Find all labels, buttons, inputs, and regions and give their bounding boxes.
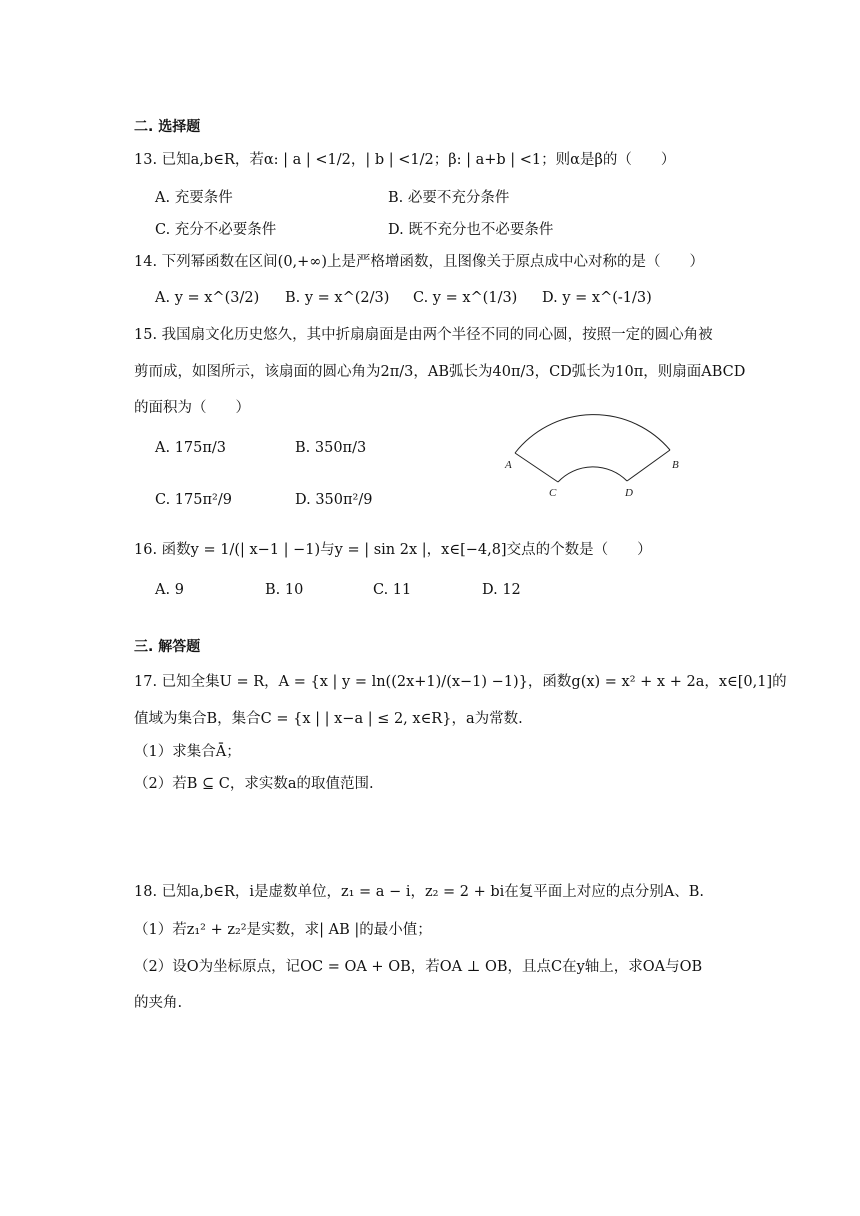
q16-stem: 16. 函数y = 1/(| x−1 | −1)与y = | sin 2x |，x∈[−4,8]交点的个数是（ ） bbox=[134, 542, 652, 558]
q18-part2-line2: 的夹角. bbox=[134, 995, 183, 1011]
q13-option-d: D. 既不充分也不必要条件 bbox=[388, 222, 554, 238]
q17-stem-line1: 17. 已知全集U = R，A = {x | y = ln((2x+1)/(x−1) −1)}，函数g(x) = x² + x + 2a，x∈[0,1]的 bbox=[134, 674, 787, 690]
label-a: A bbox=[505, 459, 512, 471]
q14-stem: 14. 下列幂函数在区间(0,+∞)上是严格增函数，且图像关于原点成中心对称的是（ ） bbox=[134, 254, 705, 270]
q18-part2-line1: （2）设O为坐标原点，记OC = OA + OB，若OA ⊥ OB，且点C在y轴上，求OA与OB bbox=[134, 959, 703, 975]
section-heading-answer: 三. 解答题 bbox=[134, 639, 201, 655]
fan-figure bbox=[495, 405, 695, 505]
edge-bd bbox=[627, 450, 670, 481]
q18-stem: 18. 已知a,b∈R，i是虚数单位，z₁ = a − i，z₂ = 2 + bi在复平面上对应的点分别A、B. bbox=[134, 884, 705, 900]
q13-option-a: A. 充要条件 bbox=[155, 190, 233, 206]
section-heading-choice: 二. 选择题 bbox=[134, 119, 201, 135]
q15-stem-line1: 15. 我国扇文化历史悠久，其中折扇扇面是由两个半径不同的同心圆，按照一定的圆心角被 bbox=[134, 327, 713, 343]
label-d: D bbox=[625, 487, 633, 499]
q15-option-d: D. 350π²/9 bbox=[295, 492, 373, 508]
q16-option-c: C. 11 bbox=[373, 582, 412, 598]
q14-option-a: A. y = x^(3/2) bbox=[155, 290, 260, 306]
label-c: C bbox=[549, 487, 557, 499]
edge-ac bbox=[515, 453, 558, 482]
q16-option-d: D. 12 bbox=[482, 582, 521, 598]
q14-option-b: B. y = x^(2/3) bbox=[285, 290, 390, 306]
q18-part1: （1）若z₁² + z₂²是实数，求| AB |的最小值； bbox=[134, 922, 432, 938]
q15-option-b: B. 350π/3 bbox=[295, 440, 367, 456]
q14-option-c: C. y = x^(1/3) bbox=[413, 290, 518, 306]
q14-option-d: D. y = x^(-1/3) bbox=[542, 290, 652, 306]
q16-option-a: A. 9 bbox=[155, 582, 184, 598]
q13-option-b: B. 必要不充分条件 bbox=[388, 190, 510, 206]
q17-part2: （2）若B ⊆ C，求实数a的取值范围. bbox=[134, 776, 374, 792]
q15-option-a: A. 175π/3 bbox=[155, 440, 227, 456]
label-b: B bbox=[672, 459, 679, 471]
q15-option-c: C. 175π²/9 bbox=[155, 492, 232, 508]
outer-arc-ab bbox=[515, 415, 670, 453]
q16-option-b: B. 10 bbox=[265, 582, 304, 598]
q15-stem-line3: 的面积为（ ） bbox=[134, 400, 250, 416]
q15-stem-line2: 剪而成，如图所示，该扇面的圆心角为2π/3，AB弧长为40π/3，CD弧长为10π，则扇面ABCD bbox=[134, 364, 746, 380]
q13-stem: 13. 已知a,b∈R，若α: | a | <1/2，| b | <1/2；β: | a+b | <1；则α是β的（ ） bbox=[134, 152, 676, 168]
q17-part1: （1）求集合Ā； bbox=[134, 744, 241, 760]
q17-stem-line2: 值域为集合B，集合C = {x | | x−a | ≤ 2, x∈R}，a为常数. bbox=[134, 711, 523, 727]
inner-arc-cd bbox=[558, 467, 627, 482]
q13-option-c: C. 充分不必要条件 bbox=[155, 222, 277, 238]
